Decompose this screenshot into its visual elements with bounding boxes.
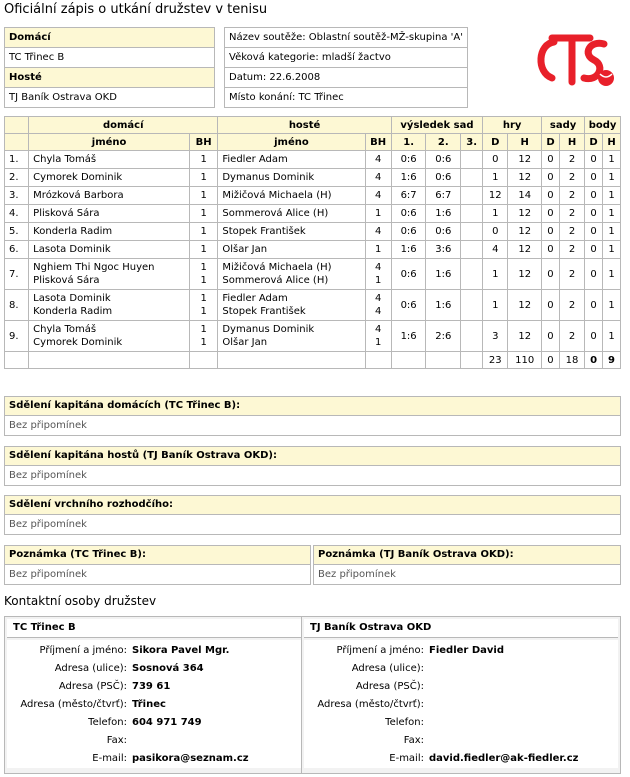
home-contact-phone: 604 971 749 [132, 717, 202, 728]
home-bh-line1: 1 [200, 208, 207, 219]
home-contact-box [4, 616, 324, 774]
phone-label: Telefon: [88, 717, 127, 728]
set3-score [461, 169, 483, 187]
group-sadscore: sady [542, 117, 585, 134]
col-set3: 3. [461, 134, 483, 151]
away-player [218, 223, 365, 241]
group-points: body [585, 117, 621, 134]
total-games-away: 110 [508, 352, 542, 369]
away-bh [365, 223, 391, 241]
total-points-away: 9 [603, 352, 621, 369]
set1-score: 0:6 [391, 290, 426, 321]
away-bh [365, 321, 391, 352]
set3-score [461, 321, 483, 352]
age-category: Věková kategorie: mladší žactvo [225, 48, 468, 68]
zip-label: Adresa (PSČ): [355, 681, 424, 692]
away-bh-line1: 4 [374, 324, 382, 335]
set3-score [461, 290, 483, 321]
sets-away: 2 [559, 259, 584, 290]
row-number: 6. [5, 241, 29, 259]
away-contact-team: TJ Baník Ostrava OKD [304, 619, 618, 638]
points-away: 1 [603, 151, 621, 169]
away-player-line1: Sommerová Alice (H) [222, 208, 329, 219]
phone-label: Telefon: [385, 717, 424, 728]
home-player-line1: Mrózková Barbora [33, 190, 124, 201]
games-away: 12 [508, 223, 542, 241]
totals-empty-cell [218, 352, 365, 369]
away-player-line1: Fiedler Adam [222, 154, 288, 165]
sets-home: 0 [542, 259, 560, 290]
col-away-name: jméno [218, 134, 365, 151]
set2-score: 1:6 [426, 205, 461, 223]
teams-table [4, 27, 215, 108]
home-player-line2: Plisková Sára [33, 275, 100, 286]
sets-home: 0 [542, 187, 560, 205]
sets-home: 0 [542, 223, 560, 241]
away-bh-line1: 4 [374, 190, 382, 201]
sets-home: 0 [542, 290, 560, 321]
away-player-line1: Mižičová Michaela (H) [222, 262, 332, 273]
referee-label: Sdělení vrchního rozhodčího: [5, 496, 620, 515]
points-away: 1 [603, 259, 621, 290]
set3-score [461, 151, 483, 169]
row-number: 2. [5, 169, 29, 187]
sets-away: 2 [559, 151, 584, 169]
points-home: 0 [585, 241, 603, 259]
col-home-bh: BH [189, 134, 217, 151]
points-home: 0 [585, 187, 603, 205]
points-home: 0 [585, 290, 603, 321]
row-number: 7. [5, 259, 29, 290]
sets-away: 2 [559, 169, 584, 187]
group-away: hosté [218, 117, 391, 134]
home-bh-line2: 1 [200, 275, 207, 286]
home-player [29, 290, 190, 321]
points-home: 0 [585, 321, 603, 352]
set2-score: 6:7 [426, 187, 461, 205]
row-number: 8. [5, 290, 29, 321]
city-label: Adresa (město/čtvrť): [20, 699, 127, 710]
home-player-line1: Lasota Dominik [33, 293, 111, 304]
away-captain-note [4, 446, 621, 486]
away-bh-line1: 4 [374, 262, 382, 273]
home-contact-email: pasikora@seznam.cz [132, 753, 249, 764]
col-games-d: D [483, 134, 508, 151]
total-sets-away: 18 [559, 352, 584, 369]
col-sets-h: H [559, 134, 584, 151]
away-player-line1: Stopek František [222, 226, 306, 237]
away-bh [365, 259, 391, 290]
home-player [29, 187, 190, 205]
group-games: hry [483, 117, 542, 134]
match-results-table [4, 116, 621, 369]
home-bh [189, 259, 217, 290]
games-away: 14 [508, 187, 542, 205]
away-captain-value: Bez připomínek [9, 470, 87, 481]
home-player [29, 151, 190, 169]
table-row [5, 169, 621, 187]
set3-score [461, 223, 483, 241]
away-contact-box [301, 616, 621, 774]
table-row [5, 151, 621, 169]
points-away: 1 [603, 241, 621, 259]
home-bh-line1: 1 [200, 293, 207, 304]
home-bh-line2: 1 [200, 306, 207, 317]
away-player-line1: Fiedler Adam [222, 293, 288, 304]
home-bh-line1: 1 [200, 190, 207, 201]
set3-score [461, 187, 483, 205]
col-home-name: jméno [29, 134, 190, 151]
away-bh-line2: 4 [374, 306, 382, 317]
group-sets: výsledek sad [391, 117, 482, 134]
name-label: Příjmení a jméno: [336, 645, 424, 656]
games-away: 12 [508, 205, 542, 223]
total-games-home: 23 [483, 352, 508, 369]
home-contact-street: Sosnová 364 [132, 663, 204, 674]
set2-score: 2:6 [426, 321, 461, 352]
home-note [4, 545, 311, 585]
home-bh-line1: 1 [200, 324, 207, 335]
games-home: 1 [483, 169, 508, 187]
col-away-bh: BH [365, 134, 391, 151]
email-label: E-mail: [92, 753, 127, 764]
away-player [218, 169, 365, 187]
home-player-line1: Chyla Tomáš [33, 154, 97, 165]
games-away: 12 [508, 321, 542, 352]
set3-score [461, 205, 483, 223]
games-away: 12 [508, 151, 542, 169]
totals-empty-cell [365, 352, 391, 369]
away-player-line1: Dymanus Dominik [222, 324, 315, 335]
table-row [5, 223, 621, 241]
row-number: 9. [5, 321, 29, 352]
contacts-title: Kontaktní osoby družstev [4, 594, 157, 608]
set1-score: 0:6 [391, 205, 426, 223]
sets-away: 2 [559, 290, 584, 321]
games-away: 12 [508, 241, 542, 259]
away-team: TJ Baník Ostrava OKD [5, 88, 215, 108]
away-player [218, 290, 365, 321]
set1-score: 0:6 [391, 259, 426, 290]
home-contact-team: TC Třinec B [7, 619, 321, 638]
points-home: 0 [585, 169, 603, 187]
games-home: 12 [483, 187, 508, 205]
away-bh-line1: 4 [374, 154, 382, 165]
away-bh-line1: 4 [374, 172, 382, 183]
home-bh-line1: 1 [200, 154, 207, 165]
away-player-line1: Olšar Jan [222, 244, 268, 255]
home-player-line2: Cymorek Dominik [33, 337, 123, 348]
col-set1: 1. [391, 134, 426, 151]
set2-score: 1:6 [426, 259, 461, 290]
fax-label: Fax: [106, 735, 127, 746]
table-row [5, 205, 621, 223]
total-points-home: 0 [585, 352, 603, 369]
totals-empty-cell [29, 352, 190, 369]
home-player [29, 169, 190, 187]
col-points-d: D [585, 134, 603, 151]
away-bh-line1: 1 [374, 244, 382, 255]
zip-label: Adresa (PSČ): [58, 681, 127, 692]
col-set2: 2. [426, 134, 461, 151]
home-player-line1: Nghiem Thi Ngoc Huyen [33, 262, 155, 273]
sets-away: 2 [559, 321, 584, 352]
referee-note [4, 495, 621, 535]
street-label: Adresa (ulice): [351, 663, 424, 674]
row-number: 5. [5, 223, 29, 241]
totals-empty-cell [426, 352, 461, 369]
row-number: 4. [5, 205, 29, 223]
away-note-value: Bez připomínek [318, 569, 396, 580]
away-player-line2: Stopek František [222, 306, 306, 317]
points-away: 1 [603, 321, 621, 352]
home-captain-value: Bez připomínek [9, 420, 87, 431]
games-home: 4 [483, 241, 508, 259]
set2-score: 3:6 [426, 241, 461, 259]
match-venue: Místo konání: TC Třinec [225, 88, 468, 108]
totals-empty-cell [189, 352, 217, 369]
away-contact-email: david.fiedler@ak-fiedler.cz [429, 753, 579, 764]
home-bh [189, 151, 217, 169]
corner-cell [5, 134, 29, 151]
points-home: 0 [585, 151, 603, 169]
totals-empty-cell [461, 352, 483, 369]
home-bh [189, 205, 217, 223]
away-bh [365, 169, 391, 187]
points-away: 1 [603, 187, 621, 205]
home-contact-name: Sikora Pavel Mgr. [132, 645, 230, 656]
home-note-value: Bez připomínek [9, 569, 87, 580]
points-home: 0 [585, 205, 603, 223]
home-label: Domácí [5, 28, 215, 48]
set1-score: 1:6 [391, 321, 426, 352]
games-home: 1 [483, 290, 508, 321]
away-bh [365, 205, 391, 223]
away-player-line1: Dymanus Dominik [222, 172, 315, 183]
match-info-table [224, 27, 468, 108]
away-player [218, 241, 365, 259]
sets-away: 2 [559, 205, 584, 223]
set3-score [461, 241, 483, 259]
away-captain-label: Sdělení kapitána hostů (TJ Baník Ostrava OKD): [5, 447, 620, 466]
set1-score: 6:7 [391, 187, 426, 205]
sets-home: 0 [542, 151, 560, 169]
home-bh [189, 321, 217, 352]
sets-home: 0 [542, 205, 560, 223]
set3-score [461, 259, 483, 290]
away-bh [365, 151, 391, 169]
away-player-line2: Sommerová Alice (H) [222, 275, 329, 286]
games-home: 0 [483, 223, 508, 241]
totals-row [5, 352, 621, 369]
name-label: Příjmení a jméno: [39, 645, 127, 656]
home-bh [189, 241, 217, 259]
home-player-line1: Konderla Radim [33, 226, 113, 237]
home-player-line1: Chyla Tomáš [33, 324, 97, 335]
total-sets-home: 0 [542, 352, 560, 369]
home-contact-city: Třinec [132, 699, 166, 710]
set2-score: 0:6 [426, 169, 461, 187]
away-player [218, 321, 365, 352]
city-label: Adresa (město/čtvrť): [317, 699, 424, 710]
away-bh-line2: 1 [374, 337, 382, 348]
games-home: 3 [483, 321, 508, 352]
away-player [218, 187, 365, 205]
sets-home: 0 [542, 321, 560, 352]
row-number: 3. [5, 187, 29, 205]
col-games-h: H [508, 134, 542, 151]
email-label: E-mail: [389, 753, 424, 764]
points-home: 0 [585, 223, 603, 241]
home-player [29, 321, 190, 352]
home-bh [189, 187, 217, 205]
referee-value: Bez připomínek [9, 519, 87, 530]
col-sets-d: D [542, 134, 560, 151]
away-player-line1: Mižičová Michaela (H) [222, 190, 332, 201]
set2-score: 1:6 [426, 290, 461, 321]
sets-away: 2 [559, 223, 584, 241]
away-bh [365, 290, 391, 321]
home-player [29, 259, 190, 290]
home-bh-line1: 1 [200, 172, 207, 183]
fax-label: Fax: [403, 735, 424, 746]
away-bh [365, 241, 391, 259]
away-bh-line1: 4 [374, 226, 382, 237]
sets-home: 0 [542, 169, 560, 187]
home-captain-note [4, 396, 621, 436]
games-home: 1 [483, 259, 508, 290]
away-note [313, 545, 621, 585]
set1-score: 1:6 [391, 169, 426, 187]
home-player [29, 205, 190, 223]
home-note-label: Poznámka (TC Třinec B): [5, 546, 310, 565]
tennis-club-logo-icon [532, 28, 618, 92]
home-player-line1: Cymorek Dominik [33, 172, 123, 183]
home-player-line1: Plisková Sára [33, 208, 100, 219]
sets-away: 2 [559, 241, 584, 259]
away-player [218, 205, 365, 223]
competition-name: Název soutěže: Oblastní soutěž-MŽ-skupina 'A' [225, 28, 468, 48]
away-player [218, 151, 365, 169]
home-team: TC Třinec B [5, 48, 215, 68]
page-title: Oficiální zápis o utkání družstev v tenisu [4, 2, 268, 17]
games-home: 1 [483, 205, 508, 223]
points-away: 1 [603, 169, 621, 187]
games-away: 12 [508, 259, 542, 290]
points-home: 0 [585, 259, 603, 290]
set2-score: 0:6 [426, 151, 461, 169]
points-away: 1 [603, 223, 621, 241]
set1-score: 0:6 [391, 223, 426, 241]
group-home: domácí [29, 117, 218, 134]
games-home: 0 [483, 151, 508, 169]
home-player-line1: Lasota Dominik [33, 244, 111, 255]
set2-score: 0:6 [426, 223, 461, 241]
home-bh [189, 223, 217, 241]
away-bh-line2: 1 [374, 275, 382, 286]
table-row [5, 321, 621, 352]
away-bh-line1: 1 [374, 208, 382, 219]
home-player [29, 241, 190, 259]
match-date: Datum: 22.6.2008 [225, 68, 468, 88]
home-bh [189, 169, 217, 187]
points-away: 1 [603, 290, 621, 321]
col-points-h: H [603, 134, 621, 151]
away-bh [365, 187, 391, 205]
away-bh-line1: 4 [374, 293, 382, 304]
away-player-line2: Olšar Jan [222, 337, 268, 348]
home-bh-line1: 1 [200, 226, 207, 237]
table-row [5, 241, 621, 259]
sets-away: 2 [559, 187, 584, 205]
away-player [218, 259, 365, 290]
street-label: Adresa (ulice): [54, 663, 127, 674]
away-contact-name: Fiedler David [429, 645, 504, 656]
home-contact-zip: 739 61 [132, 681, 171, 692]
sets-home: 0 [542, 241, 560, 259]
home-player-line2: Konderla Radim [33, 306, 113, 317]
games-away: 12 [508, 290, 542, 321]
set1-score: 1:6 [391, 241, 426, 259]
home-bh-line1: 1 [200, 244, 207, 255]
set1-score: 0:6 [391, 151, 426, 169]
row-number: 1. [5, 151, 29, 169]
totals-empty-cell [391, 352, 426, 369]
away-note-label: Poznámka (TJ Baník Ostrava OKD): [314, 546, 620, 565]
points-away: 1 [603, 205, 621, 223]
table-row [5, 187, 621, 205]
table-row [5, 259, 621, 290]
away-label: Hosté [5, 68, 215, 88]
table-row [5, 290, 621, 321]
home-captain-label: Sdělení kapitána domácích (TC Třinec B): [5, 397, 620, 416]
totals-empty-cell [5, 352, 29, 369]
corner-cell [5, 117, 29, 134]
home-bh-line1: 1 [200, 262, 207, 273]
home-bh-line2: 1 [200, 337, 207, 348]
home-bh [189, 290, 217, 321]
home-player [29, 223, 190, 241]
games-away: 12 [508, 169, 542, 187]
